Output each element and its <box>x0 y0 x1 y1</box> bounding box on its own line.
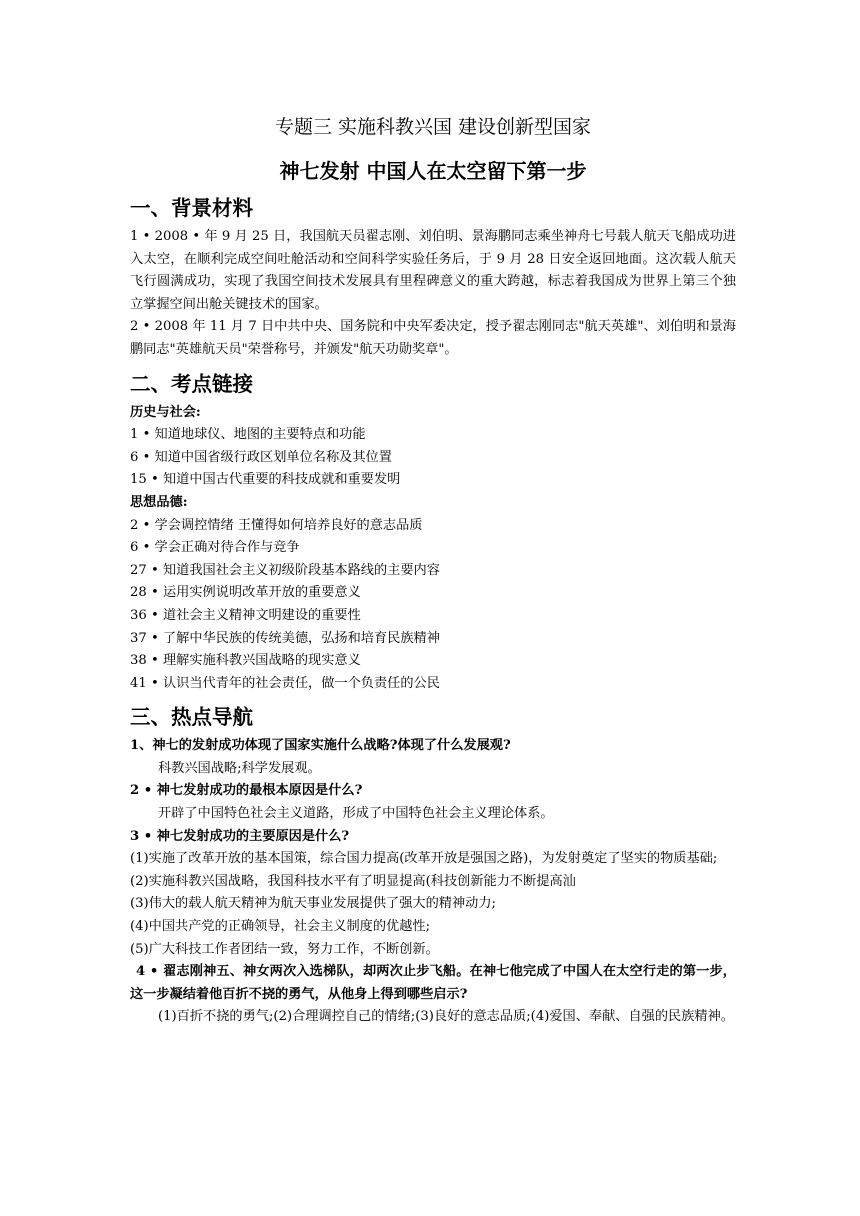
section-heading-hot-topics: 三、热点导航 <box>130 705 253 730</box>
list-item: 6 • 学会正确对待合作与竞争 <box>130 540 300 556</box>
question-1: 1、神七的发射成功体现了国家实施什么战略?体现了什么发展观? <box>130 738 511 754</box>
section-heading-exam-points: 二、考点链接 <box>130 371 253 396</box>
group-label-history-society: 历史与社会: <box>130 404 201 420</box>
list-item: 37 • 了解中华民族的传统美德，弘扬和培育民族精神 <box>130 630 440 646</box>
list-item: 1 • 知道地球仪、地图的主要特点和功能 <box>130 427 366 443</box>
list-item: 41 • 认识当代青年的社会责任，做一个负责任的公民 <box>130 675 440 691</box>
list-item: 38 • 理解实施科教兴国战略的现实意义 <box>130 653 361 669</box>
answer-2: 开辟了中国特色社会主义道路，形成了中国特色社会主义理论体系。 <box>158 806 554 822</box>
list-item: 2 • 学会调控情绪 王懂得如何培养良好的意志品质 <box>130 517 423 533</box>
section-heading-background: 一、背景材料 <box>130 196 253 220</box>
list-item: 36 • 道社会主义精神文明建设的重要性 <box>130 607 361 623</box>
question-4: 4 • 翟志刚神五、神女两次入选梯队，却两次止步飞船。在神七他完成了中国人在太空行走的第一步，这一步凝结着他百折不挠的勇气，从他身上得到哪些启示? <box>130 964 736 1002</box>
background-paragraph-1: 1 • 2008 • 年 9 月 25 日，我国航天员翟志刚、刘伯明、景海鹏同志乘坐神舟七号载人航天飞船成功进入太空，在顺利完成空间吐舱活动和空间科学实验任务后，于 9 月 28 日安全返回地面。这次载人航天飞行圆满成功，实现了我国空间技术发展具有里程碑意义的重大跨越，标志着我国成为世界上第三个独立掌握空间出舱关键技术的国家。 <box>130 229 736 312</box>
question-2: 2 • 神七发射成功的最根本原因是什么? <box>130 783 363 799</box>
section-hot-topics <box>130 703 736 1029</box>
answer-3-item: (5)广大科技工作者团结一致，努力工作，不断创新。 <box>130 941 439 957</box>
answer-1: 科教兴国战略;科学发展观。 <box>158 760 321 776</box>
question-3: 3 • 神七发射成功的主要原因是什么? <box>130 828 350 844</box>
list-item: 6 • 知道中国省级行政区划单位名称及其位置 <box>130 449 392 465</box>
list-item: 15 • 知道中国古代重要的科技成就和重要发明 <box>130 472 401 488</box>
background-paragraph-2: 2 • 2008 年 11 月 7 日中共中央、国务院和中央军委决定，授予翟志刚同志"航天英雄"、刘伯明和景海鹏同志"英雄航天员"荣誉称号，并颁发"航天功勋奖章"。 <box>130 319 736 357</box>
document-page <box>130 112 736 1029</box>
answer-3-item: (4)中国共产党的正确领导，社会主义制度的优越性; <box>130 919 431 935</box>
document-subtitle: 神七发射 中国人在太空留下第一步 <box>279 159 587 183</box>
answer-3-item: (2)实施科教兴国战略，我国科技水平有了明显提高(科技创新能力不断提高汕 <box>130 873 576 889</box>
group-label-moral: 思想品德: <box>130 494 188 510</box>
answer-4: (1)百折不挠的勇气;(2)合理调控自己的情绪;(3)良好的意志品质;(4)爱国、奉献、自强的民族精神。 <box>158 1009 734 1025</box>
section-exam-points <box>130 370 736 696</box>
list-item: 27 • 知道我国社会主义初级阶段基本路线的主要内容 <box>130 562 440 578</box>
list-item: 28 • 运用实例说明改革开放的重要意义 <box>130 585 361 601</box>
document-title: 专题三 实施科教兴国 建设创新型国家 <box>274 116 592 138</box>
answer-3-item: (3)伟大的载人航天精神为航天事业发展提供了强大的精神动力; <box>130 896 496 912</box>
answer-3-item: (1)实施了改革开放的基本国策，综合国力提高(改革开放是强国之路)，为发射奠定了坚实的物质基础; <box>130 851 718 867</box>
section-background <box>130 194 736 362</box>
